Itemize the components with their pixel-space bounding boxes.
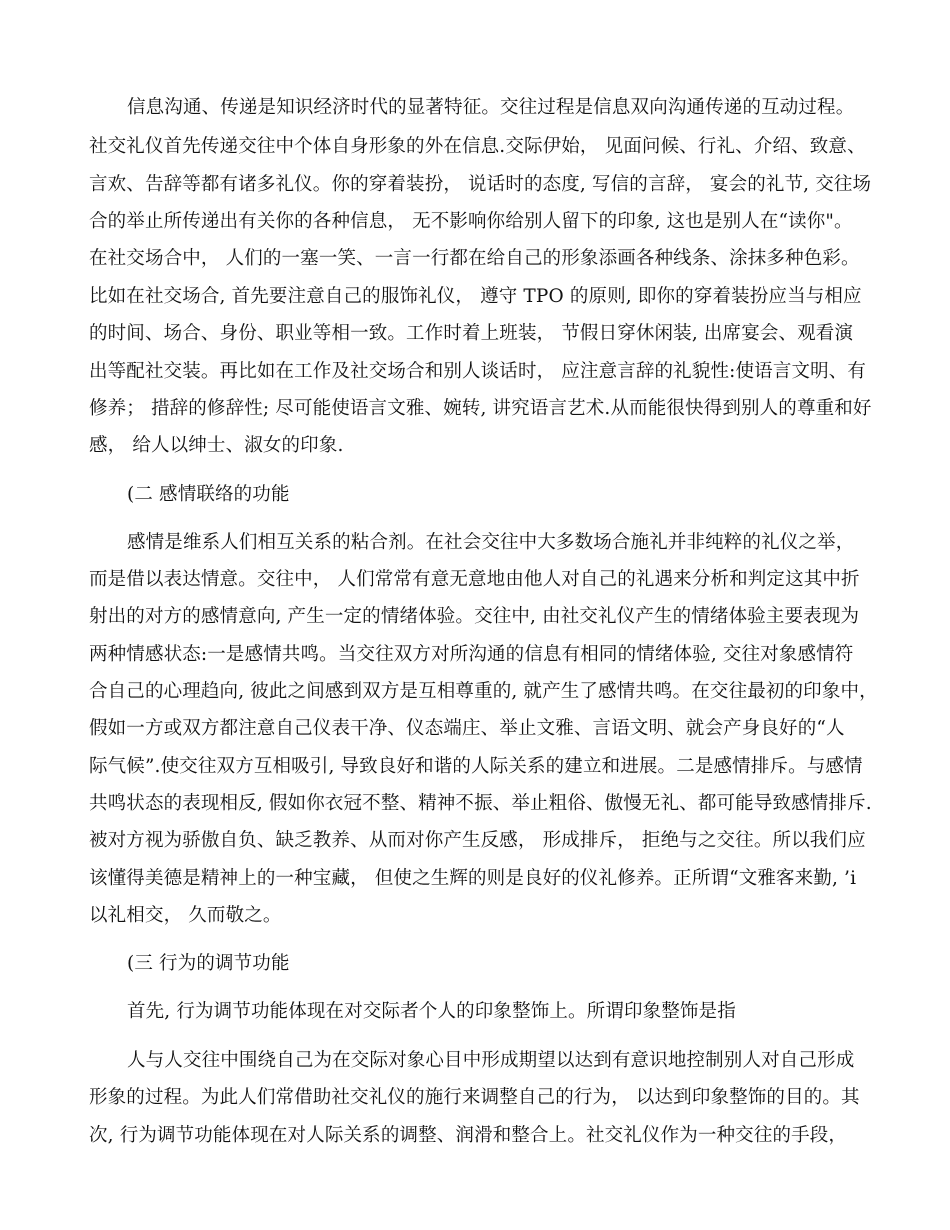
paragraph-1-line-7: 的时间、场合、身份、职业等相一致。工作时着上班装， 节假日穿休闲装, 出席宴会、观看演 xyxy=(89,323,854,344)
paragraph-2-line-8: 共鸣状态的表现相反, 假如你衣冠不整、精神不振、举止粗俗、傲慢无礼、都可能导致感情排斥. xyxy=(89,793,872,814)
paragraph-1-line-8: 出等配社交装。再比如在工作及社交场合和别人谈话时， 应注意言辞的礼貌性:使语言文明、有 xyxy=(89,361,867,382)
paragraph-1-line-5: 在社交场合中， 人们的一塞一笑、一言一行都在给自己的形象添画各种线条、涂抹多种色彩。 xyxy=(89,248,860,269)
paragraph-1-line-10: 感， 给人以绅士、淑女的印象. xyxy=(89,435,344,456)
paragraph-1-line-4: 合的举止所传递出有关你的各种信息， 无不影响你给别人留下的印象, 这也是别人在“读你"。 xyxy=(89,211,853,232)
paragraph-1-line-6: 比如在社交场合, 首先要注意自己的服饰礼仪， 遵守 TPO 的原则, 即你的穿着装扮应当与相应 xyxy=(89,286,862,307)
paragraph-2-line-9: 被对方视为骄傲自负、缺乏教养、从而对你产生反感， 形成排斥， 拒绝与之交往。所以我们应 xyxy=(89,830,866,851)
section-heading-2: (二 感情联络的功能 xyxy=(127,484,290,505)
paragraph-2-line-1: 感情是维系人们相互关系的粘合剂。在社会交往中大多数场合施礼并非纯粹的礼仪之举， xyxy=(127,532,855,553)
paragraph-2-line-10: 该懂得美德是精神上的一种宝藏， 但使之生辉的则是良好的仪礼修养。正所谓“文雅客来勤, ’i xyxy=(89,868,857,889)
paragraph-4-line-2: 形象的过程。为此人们常借助社交礼仪的施行来调整自己的行为， 以达到印象整饰的目的。其 xyxy=(89,1087,860,1108)
paragraph-2-line-3: 射出的对方的感情意向, 产生一定的情绪体验。交往中, 由社交礼仪产生的情绪体验主要表现为 xyxy=(89,606,860,627)
paragraph-2-line-5: 合自己的心理趋向, 彼此之间感到双方是互相尊重的, 就产生了感情共鸣。在交往最初的印象中， xyxy=(89,681,878,702)
paragraph-2-line-4: 两种情感状态:一是感情共鸣。当交往双方对所沟通的信息有相同的情绪体验, 交往对象感情符 xyxy=(89,644,854,665)
paragraph-1-line-9: 修养； 措辞的修辞性; 尽可能使语言文雅、婉转, 讲究语言艺术.从而能很快得到别人的尊重和好 xyxy=(89,398,872,419)
paragraph-2-line-6: 假如一方或双方都注意自己仪表干净、仪态端庄、举止文雅、言语文明、就会产身良好的“人 xyxy=(89,718,845,739)
paragraph-4-line-1: 人与人交往中围绕自己为在交际对象心目中形成期望以达到有意识地控制别人对自己形成 xyxy=(127,1050,855,1071)
paragraph-1-line-2: 社交礼仪首先传递交往中个体自身形象的外在信息.交际伊始， 见面问候、行礼、介绍、致意、 xyxy=(89,136,866,157)
paragraph-4-line-3: 次, 行为调节功能体现在对人际关系的调整、润滑和整合上。社交礼仪作为一种交往的手段， xyxy=(89,1125,848,1146)
paragraph-2-line-7: 际气候”.使交往双方互相吸引, 导致良好和谐的人际关系的建立和进展。二是感情排斥。与感情 xyxy=(89,756,863,777)
paragraph-2-line-11: 以礼相交， 久而敬之。 xyxy=(89,905,282,926)
paragraph-1-line-3: 言欢、告辞等都有诸多礼仪。你的穿着装扮， 说话时的态度, 写信的言辞， 宴会的礼节, 交往场 xyxy=(89,174,872,195)
paragraph-2-line-2: 而是借以表达情意。交往中， 人们常常有意无意地由他人对自己的礼遇来分析和判定这其中折 xyxy=(89,569,860,590)
paragraph-3-line-1: 首先, 行为调节功能体现在对交际者个人的印象整饰上。所谓印象整饰是指 xyxy=(127,1001,736,1022)
section-heading-3: (三 行为的调节功能 xyxy=(127,953,290,974)
paragraph-1-line-1: 信息沟通、传递是知识经济时代的显著特征。交往过程是信息双向沟通传递的互动过程。 xyxy=(127,97,855,118)
